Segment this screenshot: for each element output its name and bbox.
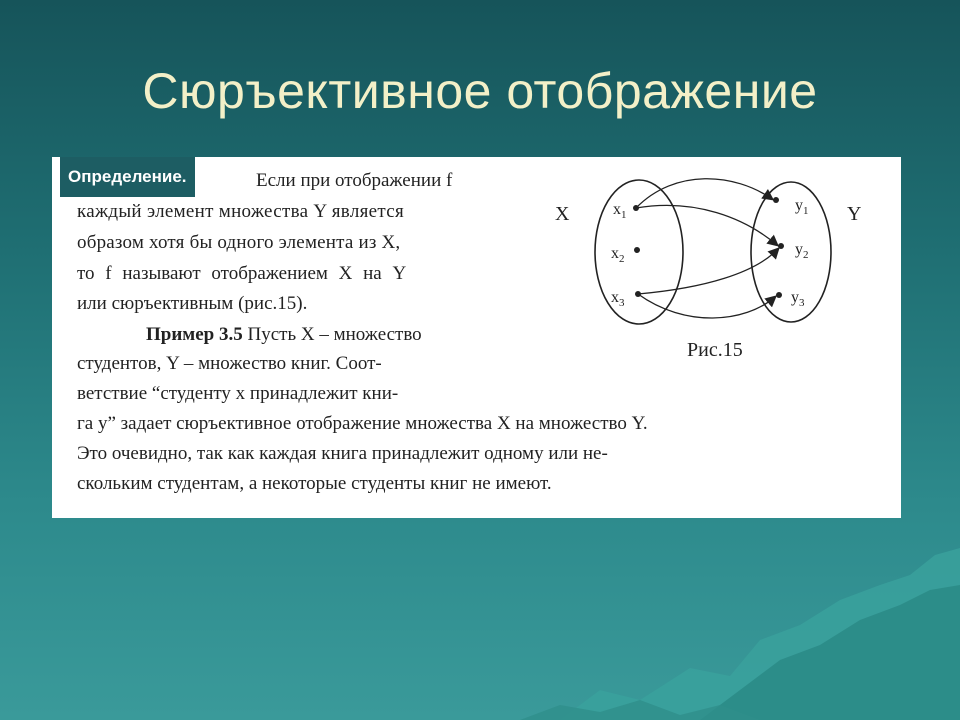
figure-caption: Рис.15: [687, 339, 743, 361]
definition-line-2: каждый элемент множества Y является: [77, 201, 404, 222]
arrow-x1-y1: [636, 179, 772, 208]
arrow-x1-y2: [636, 205, 777, 245]
y1-label: $y_1$: [795, 197, 809, 217]
point-x2: [634, 247, 640, 253]
example-line-1-text: Пусть X – множество: [247, 324, 422, 345]
set-y-label: Y: [847, 203, 862, 225]
example-line-5: Это очевидно, так как каждая книга принадлежит одному или не-: [77, 443, 608, 464]
example-label: Пример 3.5: [146, 324, 243, 345]
arrow-x3-y3: [638, 294, 775, 318]
example-line-4: га y” задает сюръективное отображение множества X на множество Y.: [77, 413, 648, 434]
definition-badge: Определение.: [60, 157, 195, 197]
definition-line-5: или сюръективным (рис.15).: [77, 293, 308, 314]
point-y1: [773, 197, 779, 203]
definition-line-1: Если при отображении f: [256, 170, 453, 191]
mapping-diagram: [555, 168, 885, 368]
point-y3: [776, 292, 782, 298]
example-line-2: студентов, Y – множество книг. Соот-: [77, 353, 382, 374]
y2-label: $y_2$: [795, 241, 809, 261]
point-y2: [778, 243, 784, 249]
slide-title: Сюръективное отображение: [142, 63, 818, 119]
x2-label: $x_2$: [611, 245, 625, 265]
set-x-label: X: [555, 203, 570, 225]
y3-label: $y_3$: [791, 289, 805, 309]
definition-line-4: то f называют отображением X на Y: [77, 263, 407, 284]
example-line-3: ветствие “студенту x принадлежит кни-: [77, 383, 399, 404]
x3-label: $x_3$: [611, 289, 625, 309]
example-line-1: [146, 320, 422, 350]
example-line-6: скольким студентам, а некоторые студенты книг не имеют.: [77, 473, 552, 494]
x1-label: $x_1$: [613, 201, 627, 221]
definition-line-3: образом хотя бы одного элемента из X,: [77, 232, 401, 253]
